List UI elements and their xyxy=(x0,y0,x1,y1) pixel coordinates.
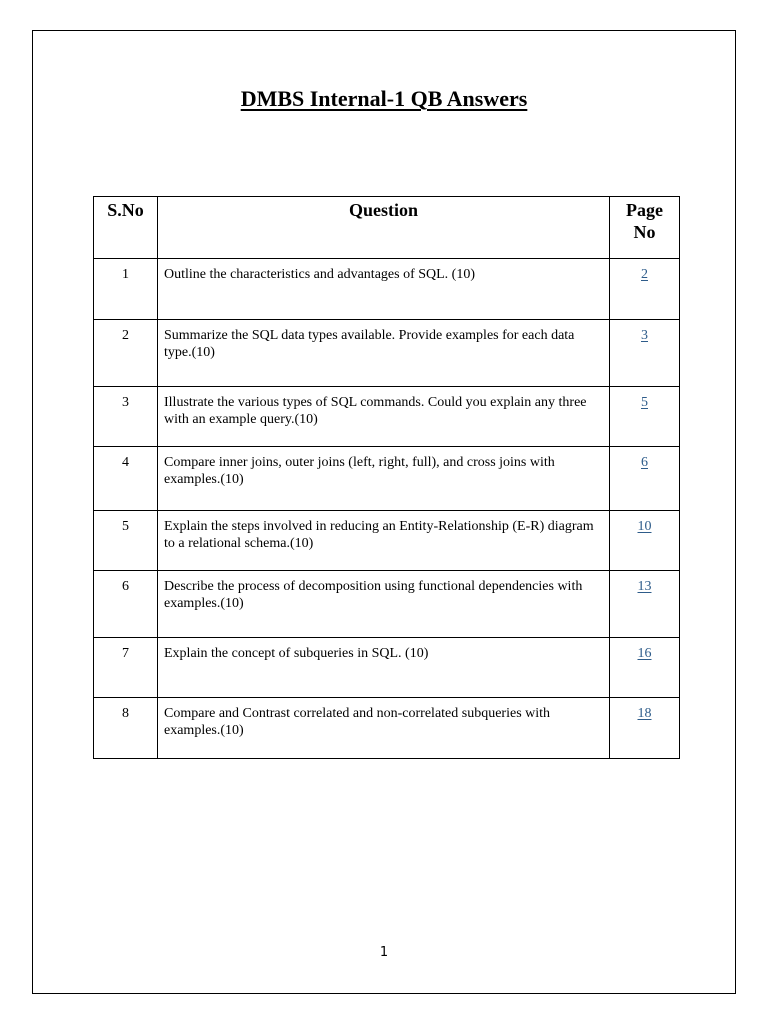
row-sno: 7 xyxy=(94,638,158,698)
questions-table xyxy=(93,196,680,759)
header-sno: S.No xyxy=(94,197,158,259)
row-question: Describe the process of decomposition using functional dependencies with examples.(10) xyxy=(158,571,610,638)
table-header-row xyxy=(94,197,680,259)
row-question: Illustrate the various types of SQL commands. Could you explain any three with an example query.(10) xyxy=(158,387,610,447)
row-question: Compare and Contrast correlated and non-correlated subqueries with examples.(10) xyxy=(158,698,610,759)
table-row xyxy=(94,698,680,759)
row-page-cell xyxy=(610,447,680,511)
row-sno: 8 xyxy=(94,698,158,759)
document-title-text: DMBS Internal-1 QB Answers xyxy=(240,86,528,111)
row-page-cell xyxy=(610,259,680,320)
row-page-cell xyxy=(610,698,680,759)
table-row xyxy=(94,638,680,698)
table-row xyxy=(94,320,680,387)
row-question: Explain the concept of subqueries in SQL. (10) xyxy=(158,638,610,698)
table-row xyxy=(94,259,680,320)
table-row xyxy=(94,571,680,638)
row-page-cell xyxy=(610,638,680,698)
table-row xyxy=(94,511,680,571)
table-row xyxy=(94,387,680,447)
row-sno: 4 xyxy=(94,447,158,511)
document-title xyxy=(0,86,768,112)
row-question: Summarize the SQL data types available. Provide examples for each data type.(10) xyxy=(158,320,610,387)
row-question: Explain the steps involved in reducing an Entity-Relationship (E-R) diagram to a relational schema.(10) xyxy=(158,511,610,571)
page-link[interactable]: 2 xyxy=(641,267,648,282)
row-page-cell xyxy=(610,511,680,571)
row-page-cell xyxy=(610,387,680,447)
page-link[interactable]: 18 xyxy=(637,706,652,721)
table-row xyxy=(94,447,680,511)
page-link[interactable]: 13 xyxy=(637,579,652,594)
header-question: Question xyxy=(158,197,610,259)
row-page-cell xyxy=(610,571,680,638)
row-sno: 1 xyxy=(94,259,158,320)
row-question: Outline the characteristics and advantages of SQL. (10) xyxy=(158,259,610,320)
row-sno: 3 xyxy=(94,387,158,447)
row-page-cell xyxy=(610,320,680,387)
row-sno: 2 xyxy=(94,320,158,387)
page-link[interactable]: 5 xyxy=(641,395,648,410)
row-sno: 6 xyxy=(94,571,158,638)
row-sno: 5 xyxy=(94,511,158,571)
page-link[interactable]: 16 xyxy=(637,646,652,661)
page-link[interactable]: 3 xyxy=(641,328,648,343)
header-page-no: Page No xyxy=(610,197,680,259)
page-link[interactable]: 6 xyxy=(641,455,648,470)
page-number: 1 xyxy=(379,945,389,960)
row-question: Compare inner joins, outer joins (left, right, full), and cross joins with examples.(10) xyxy=(158,447,610,511)
page-link[interactable]: 10 xyxy=(637,519,652,534)
